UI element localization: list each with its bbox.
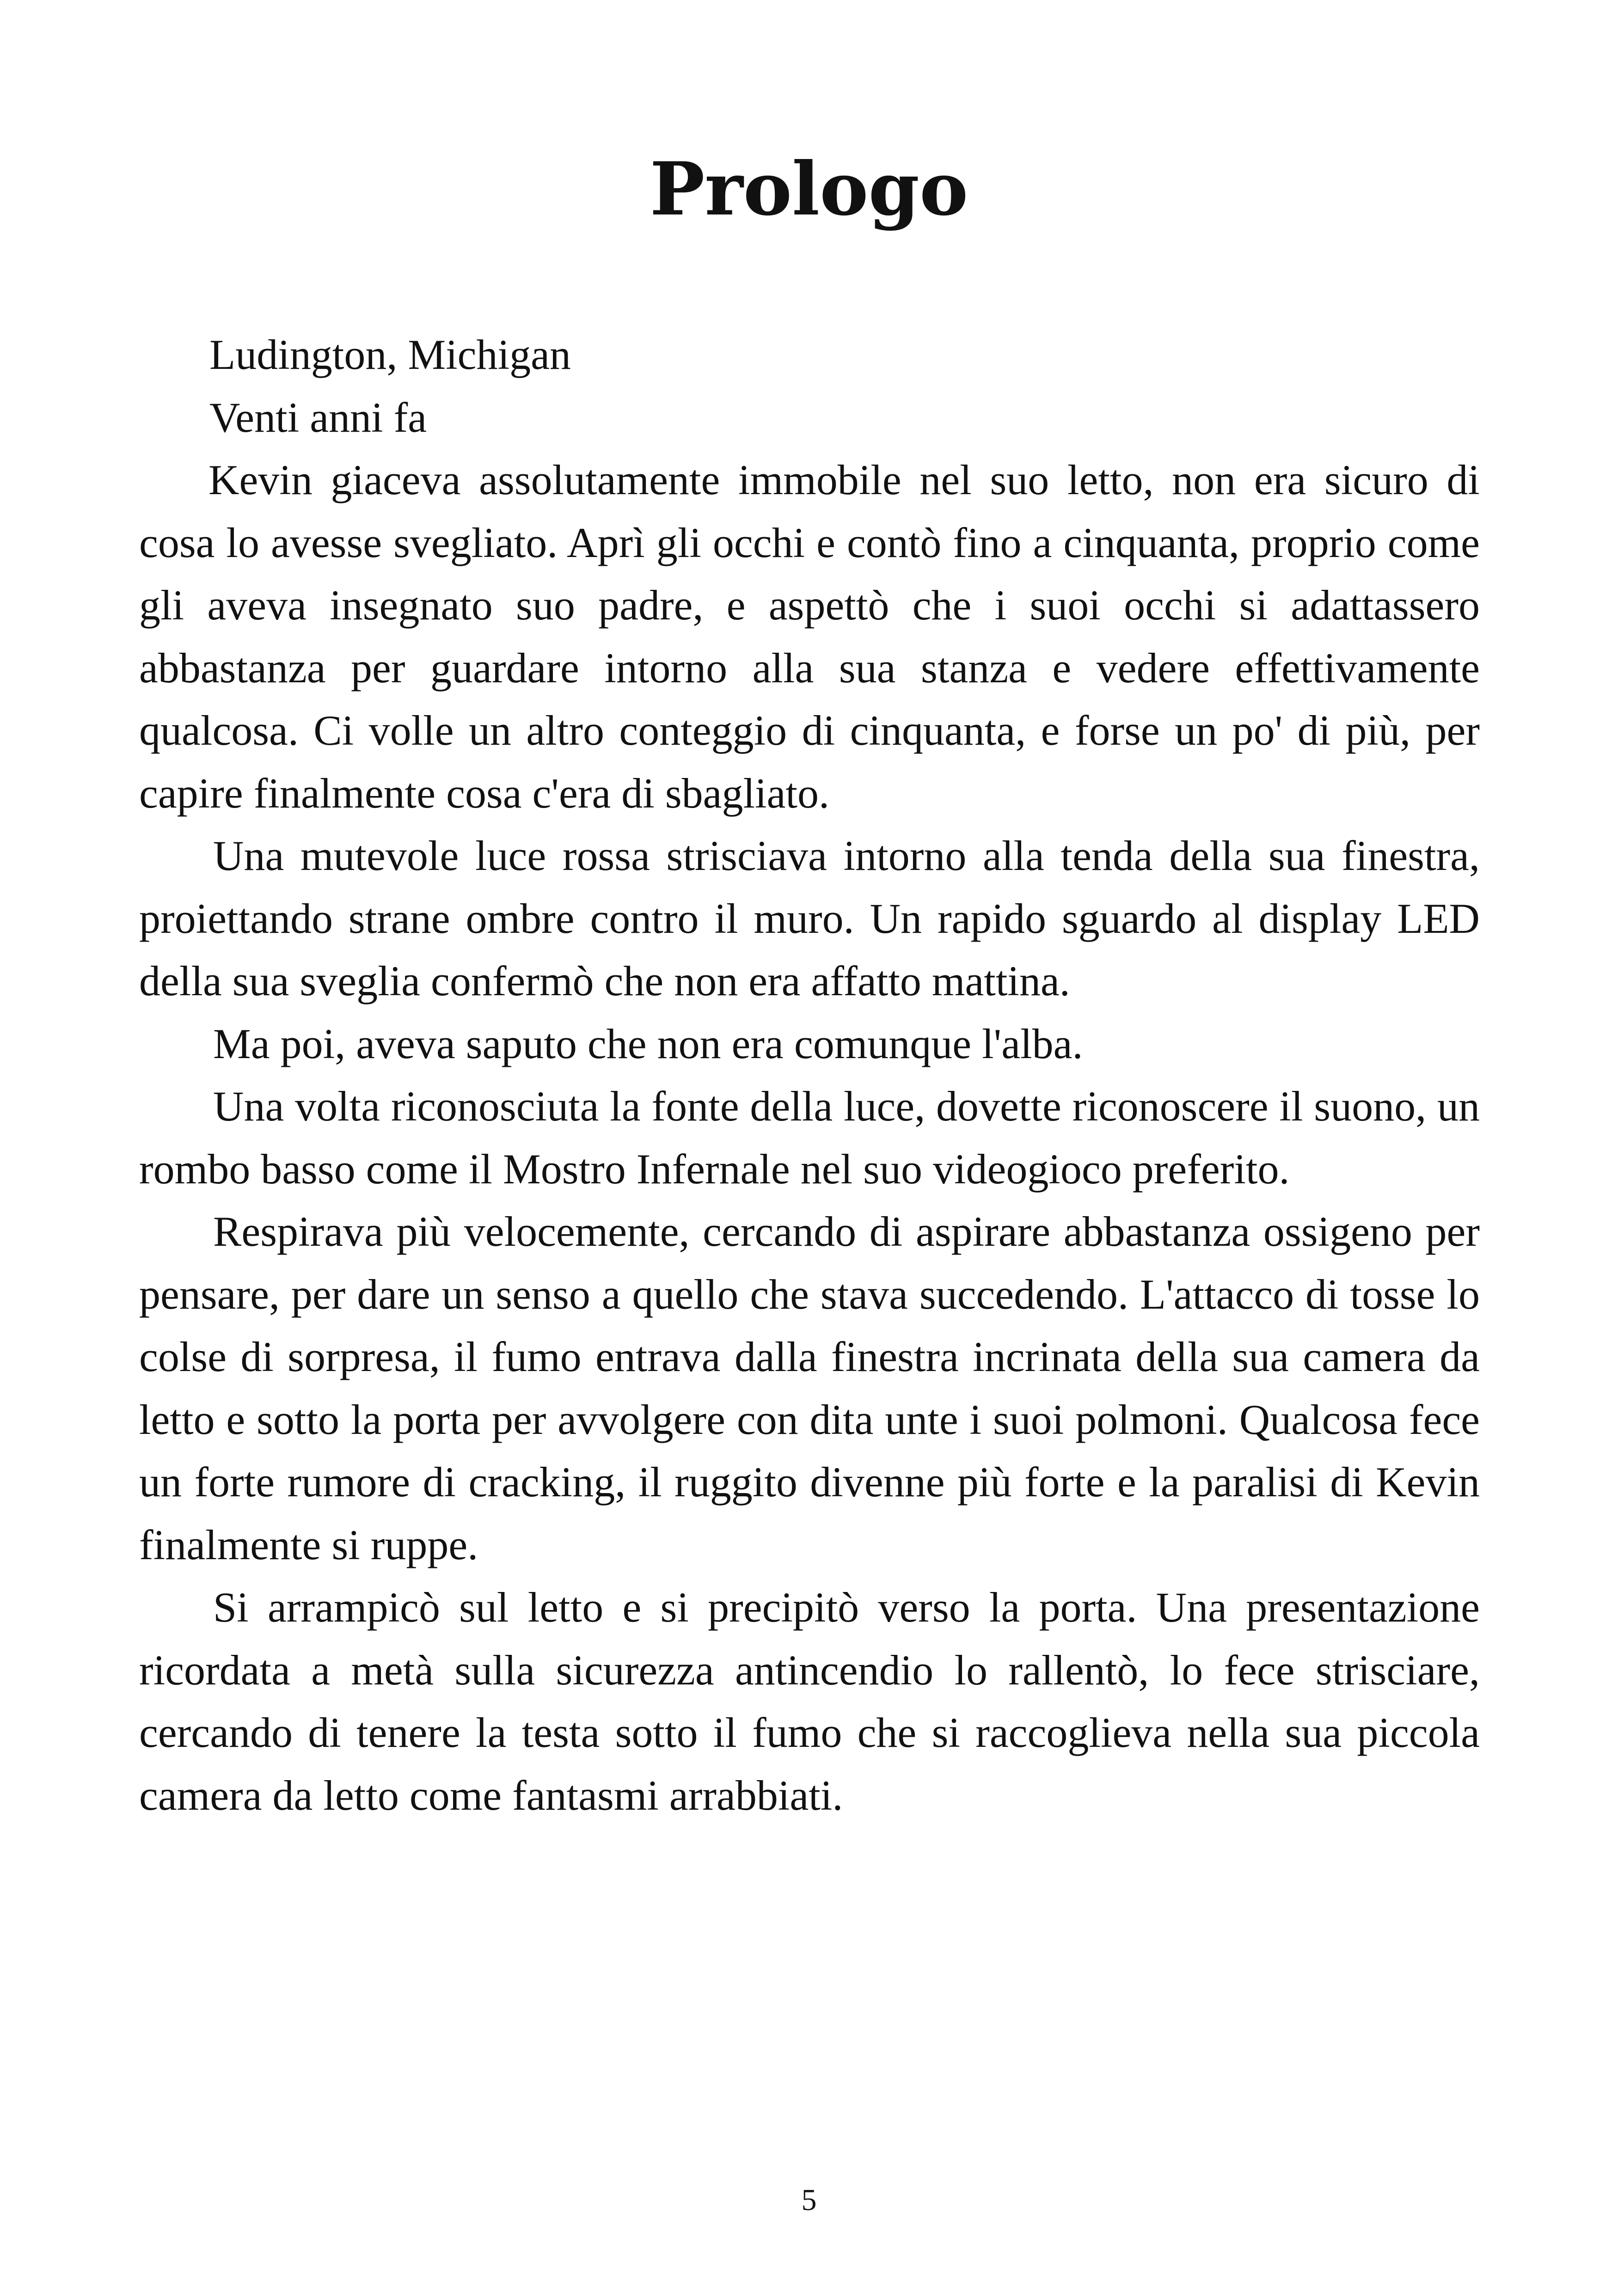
page-number: 5 xyxy=(801,2183,817,2217)
time-line: Venti anni fa xyxy=(209,393,427,441)
paragraph-6: Si arrampicò sul letto e si precipitò verso la porta. Una presentazione ricordata a metà sulla sicurezza antincendio lo rallentò, lo fece strisciare, cercando di tenere la testa sotto il fumo che si raccoglieva nella sua piccola camera da letto come fantasmi arrabbiati. xyxy=(139,1584,1480,1819)
paragraph-2: Una mutevole luce rossa strisciava intorno alla tenda della sua finestra, proiettando strane ombre contro il muro. Un rapido sguardo al display LED della sua sveglia confermò che non era affatto mattina. xyxy=(139,832,1480,1004)
paragraph-5: Respirava più velocemente, cercando di aspirare abbastanza ossigeno per pensare, per dare un senso a quello che stava succedendo. L'attacco di tosse lo colse di sorpresa, il fumo entrava dalla finestra incrinata della sua camera da letto e sotto la porta per avvolgere con dita unte i suoi polmoni. Qualcosa fece un forte rumore di cracking, il ruggito divenne più forte e la paralisi di Kevin finalmente si ruppe. xyxy=(139,1208,1480,1568)
chapter-title: Prologo xyxy=(650,147,968,232)
location-line: Ludington, Michigan xyxy=(209,331,571,378)
paragraph-1: Kevin giaceva assolutamente immobile nel suo letto, non era sicuro di cosa lo avesse svegliato. Aprì gli occhi e contò fino a cinquanta, proprio come gli aveva insegnato suo padre, e aspettò che i suoi occhi si adattassero abbastanza per guardare intorno alla sua stanza e vedere effettivamente qualcosa. Ci volle un altro conteggio di cinquanta, e forse un po' di più, per capire finalmente cosa c'era di sbagliato. xyxy=(139,456,1480,817)
paragraph-4: Una volta riconosciuta la fonte della luce, dovette riconoscere il suono, un rombo basso come il Mostro Infernale nel suo videogioco preferito. xyxy=(139,1083,1480,1193)
chapter-body xyxy=(139,324,1480,1827)
paragraph-3: Ma poi, aveva saputo che non era comunque l'alba. xyxy=(213,1020,1083,1067)
